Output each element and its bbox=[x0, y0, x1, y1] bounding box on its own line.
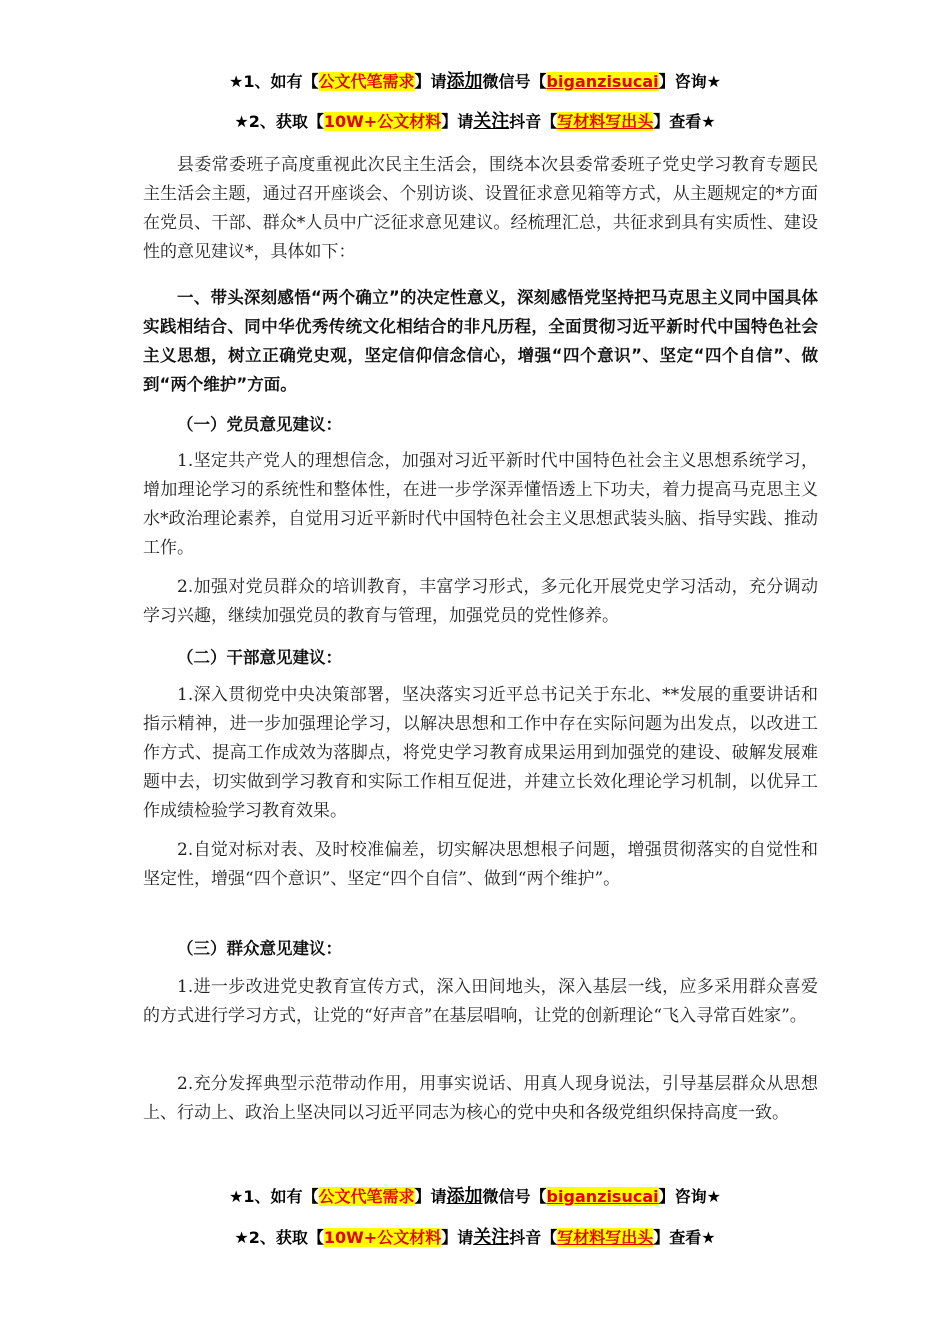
party-item-2: 2.加强对党员群众的培训教育，丰富学习形式，多元化开展党史学习活动，充分调动学习兴趣，继续加强党员的教育与管理，加强党员的党性修养。 bbox=[143, 577, 818, 626]
douyin-highlight: 写材料写出头 bbox=[557, 112, 654, 131]
promo-text: 】查看★ bbox=[653, 112, 716, 131]
promo-line-1-bottom bbox=[0, 1186, 950, 1208]
promo-text: 】请 bbox=[441, 112, 474, 131]
promo-highlight: 公文代笔需求 bbox=[318, 1187, 415, 1206]
promo-text: 】查看★ bbox=[653, 1228, 716, 1247]
party-item-1: 1.坚定共产党人的理想信念，加强对习近平新时代中国特色社会主义思想系统学习，增加理论学习的系统性和整体性，在进一步学深弄懂悟透上下功夫，着力提高马克思主义水*政治理论素养，自觉用习近平新时代中国特色社会主义思想武装头脑、指导实践、推动工作。 bbox=[143, 451, 818, 558]
party-heading: （一）党员意见建议： bbox=[177, 415, 342, 434]
promo-text: 抖音【 bbox=[509, 1228, 558, 1247]
cadre-item-2: 2.自觉对标对表、及时校准偏差，切实解决思想根子问题，增强贯彻落实的自觉性和坚定性，增强“四个意识”、坚定“四个自信”、做到“两个维护”。 bbox=[143, 840, 818, 889]
promo-line-2-bottom bbox=[0, 1227, 950, 1249]
promo-emphasis: 关注 bbox=[473, 1227, 510, 1248]
promo-text: 】咨询★ bbox=[658, 1187, 721, 1206]
promo-text: 微信号【 bbox=[482, 72, 547, 91]
promo-text: 】请 bbox=[414, 72, 447, 91]
promo-text: ★1、如有【 bbox=[229, 72, 319, 91]
cadre-heading: （二）干部意见建议： bbox=[177, 648, 342, 667]
masses-item-2: 2.充分发挥典型示范带动作用，用事实说话、用真人现身说法，引导基层群众从思想上、行动上、政治上坚决同以习近平同志为核心的党中央和各级党组织保持高度一致。 bbox=[143, 1074, 818, 1123]
promo-text: 】请 bbox=[414, 1187, 447, 1206]
promo-text: 】咨询★ bbox=[658, 72, 721, 91]
promo-emphasis: 添加 bbox=[446, 71, 483, 92]
promo-text: ★2、获取【 bbox=[234, 1228, 324, 1247]
promo-highlight: 公文代笔需求 bbox=[318, 72, 415, 91]
wechat-id-highlight: biganzisucai bbox=[546, 1187, 659, 1206]
promo-emphasis: 添加 bbox=[446, 1186, 483, 1207]
intro-paragraph: 县委常委班子高度重视此次民主生活会，围绕本次县委常委班子党史学习教育专题民主生活会主题，通过召开座谈会、个别访谈、设置征求意见箱等方式，从主题规定的*方面在党员、干部、群众*人员中广泛征求意见建议。经梳理汇总，共征求到具有实质性、建设性的意见建议*，具体如下： bbox=[143, 155, 818, 262]
masses-item-1: 1.进一步改进党史教育宣传方式，深入田间地头，深入基层一线，应多采用群众喜爱的方式进行学习方式，让党的“好声音”在基层唱响，让党的创新理论“飞入寻常百姓家”。 bbox=[143, 977, 818, 1026]
promo-highlight: 10W+公文材料 bbox=[323, 1228, 442, 1247]
promo-text: ★1、如有【 bbox=[229, 1187, 319, 1206]
masses-heading: （三）群众意见建议： bbox=[177, 939, 342, 958]
promo-text: 抖音【 bbox=[509, 112, 558, 131]
cadre-item-1: 1.深入贯彻党中央决策部署，坚决落实习近平总书记关于东北、**发展的重要讲话和指示精神，进一步加强理论学习，以解决思想和工作中存在实际问题为出发点，以改进工作方式、提高工作成效为落脚点，将党史学习教育成果运用到加强党的建设、破解发展难题中去，切实做到学习教育和实际工作相互促进，并建立长效化理论学习机制，以优异工作成绩检验学习教育效果。 bbox=[143, 685, 818, 821]
promo-emphasis: 关注 bbox=[473, 111, 510, 132]
promo-text: ★2、获取【 bbox=[234, 112, 324, 131]
section-1-title: 一、带头深刻感悟“两个确立”的决定性意义，深刻感悟党坚持把马克思主义同中国具体实践相结合、同中华优秀传统文化相结合的非凡历程，全面贯彻习近平新时代中国特色社会主义思想，树立正确党史观，坚定信仰信念信心，增强“四个意识”、坚定“四个自信”、做到“两个维护”方面。 bbox=[143, 288, 818, 394]
promo-line-1-top bbox=[0, 71, 950, 93]
promo-text: 】请 bbox=[441, 1228, 474, 1247]
wechat-id-highlight: biganzisucai bbox=[546, 72, 659, 91]
douyin-highlight: 写材料写出头 bbox=[557, 1228, 654, 1247]
promo-text: 微信号【 bbox=[482, 1187, 547, 1206]
promo-highlight: 10W+公文材料 bbox=[323, 112, 442, 131]
promo-line-2-top bbox=[0, 111, 950, 133]
